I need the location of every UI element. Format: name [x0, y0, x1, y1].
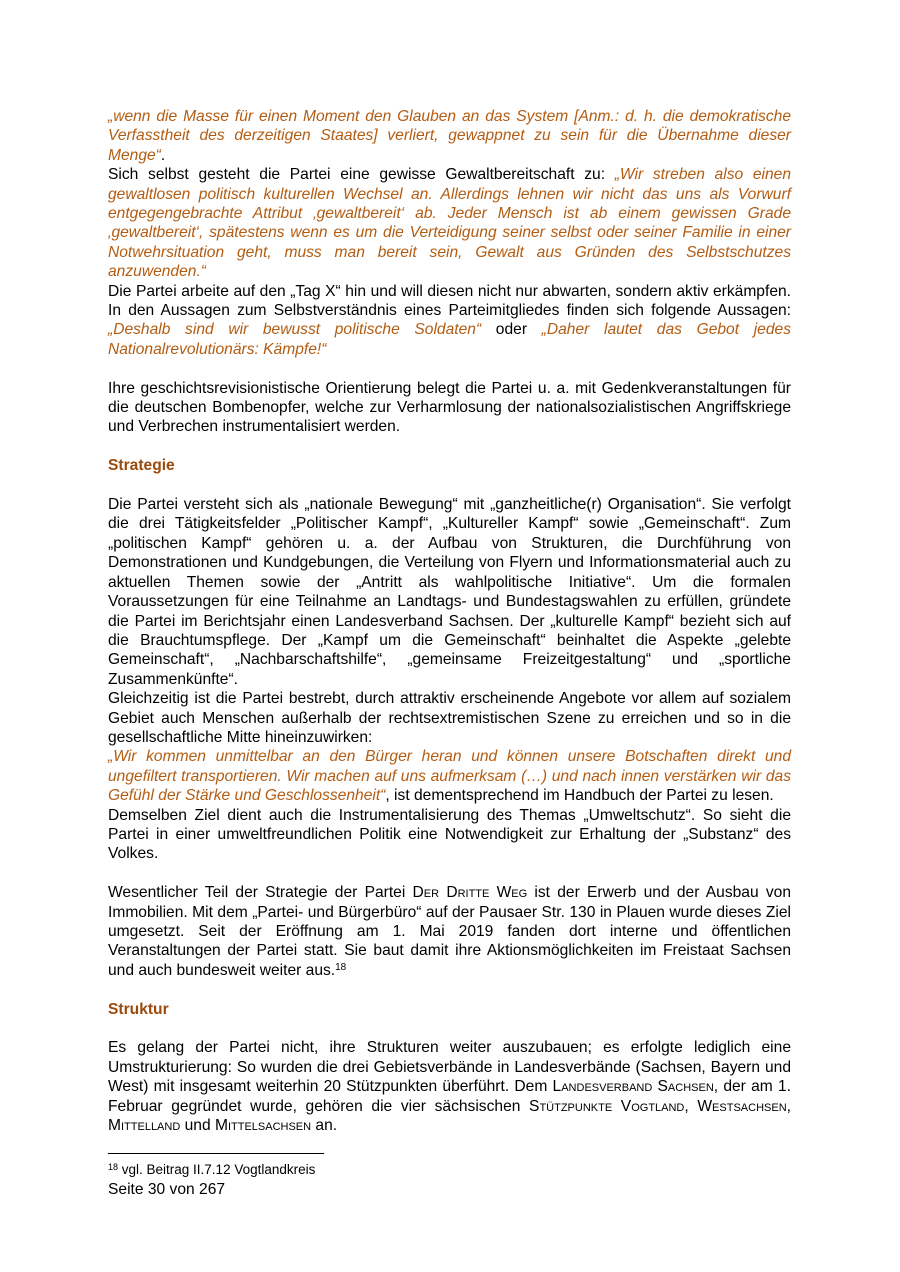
landesverband-name: Landesverband Sachsen: [552, 1078, 714, 1096]
violence-paragraph: [108, 165, 791, 281]
violence-quote: „Wir streben also einen gewaltlosen politisch kulturellen Wechsel an. Allerdings lehnen wir nicht das uns als Vorwurf entgegengebrachte Attribut ‚gewaltbereit‘ ab. Jeder Mensch ist ab einem gewissen Grade ‚gewaltbereit‘, spätestens wenn es um die Verteidigung seiner selbst oder seiner Familie in einer Notwehrsituation geht, muss man bereit sein, Gewalt aus Gründen des Selbstschutzes anzuwenden.“: [108, 166, 792, 281]
violence-text: Sich selbst gesteht die Partei eine gewisse Gewaltbereitschaft zu:: [108, 166, 615, 184]
intro-quote-paragraph: [108, 107, 791, 165]
page-number: Seite 30 von 267: [108, 1181, 226, 1198]
tagx-connector: oder: [481, 321, 542, 339]
party-name: Der Dritte Weg: [412, 884, 528, 902]
spacer: [108, 864, 791, 883]
footnote-number: 18: [108, 1162, 119, 1172]
revisionism-paragraph: Ihre geschichtsrevisionistische Orientierung belegt die Partei u. a. mit Gedenkveranstaltungen für die deutschen Bombenopfer, welche zur Verharmlosung der nationalsozialistischen Angriffskriege und Verbrechen instrumentalisiert werden.: [108, 379, 791, 436]
stuetzpunkt-mittelsachsen: Mittelsachsen: [214, 1117, 312, 1135]
tagx-text: Die Partei arbeite auf den „Tag X“ hin und will diesen nicht nur abwarten, sondern aktiv erkämpfen. In den Aussagen zum Selbstverständnis eines Parteimitgliedes finden sich folgende Aussagen:: [108, 282, 791, 320]
struktur-text-b: , der am 1. Februar gegründet wurde, gehören die vier sächsischen: [108, 1078, 791, 1115]
footnote-reference[interactable]: 18: [335, 961, 347, 973]
spacer: [108, 359, 791, 378]
struktur-paragraph: [108, 1038, 791, 1135]
footnote-divider: [108, 1153, 324, 1154]
strategie-fields-paragraph: Die Partei versteht sich als „nationale Bewegung“ mit „ganzheitliche(r) Organisation“. Sie verfolgt die drei Tätigkeitsfelder „Politischer Kampf“, „Kultureller Kampf“ sowie „Gemeinschaft“. Zum „politischen Kampf“ gehören u. a. der Aufbau von Strukturen, die Durchführung von Demonstrationen und Kundgebungen, die Verteilung von Flyern und Informationsmaterial auch zu aktuellen Themen sowie der „Antritt als wahlpolitische Initiative“. Um die formalen Voraussetzungen für eine Teilnahme an Landtags- und Bundestagswahlen zu erfüllen, gründete die Partei im Berichtsjahr einen Landesverband Sachsen. Der „kulturelle Kampf“ bezieht sich auf die Brauchtumspflege. Der „Kampf um die Gemeinschaft“ beinhaltet die Aspekte „gelebte Gemeinschaft“, „Nachbarschaftshilfe“, „gemeinsame Freizeitgestaltung“ und „sportliche Zusammenkünfte“.: [108, 496, 791, 688]
strategie-outreach-paragraph: Gleichzeitig ist die Partei bestrebt, durch attraktiv erscheinende Angebote vor allem auf sozialem Gebiet auch Menschen außerhalb der rechtsextremistischen Szene zu erreichen und so in die gesellschaftliche Mitte hineinzuwirken:: [108, 690, 791, 746]
struktur-text-c: ,: [684, 1097, 698, 1115]
footnote: [108, 1161, 315, 1178]
intro-quote: „wenn die Masse für einen Moment den Glauben an das System [Anm.: d. h. die demokratische Verfasstheit des derzeitigen Staates] verliert, gewappnet zu sein für die Übernahme dieser Menge“: [108, 108, 791, 164]
struktur-text-f: an.: [311, 1117, 338, 1135]
spacer: [108, 437, 791, 456]
struktur-heading: Struktur: [108, 1000, 169, 1018]
spacer: [108, 476, 791, 495]
footnote-text: vgl. Beitrag II.7.12 Vogtlandkreis: [118, 1162, 316, 1177]
stuetzpunkt-vogtland: Stützpunkte Vogtland: [529, 1097, 685, 1115]
tagx-quote-fight: „Daher lautet das Gebot jedes Nationalrevolutionärs: Kämpfe!“: [108, 321, 791, 358]
spacer: [108, 1019, 791, 1038]
handbook-text: , ist dementsprechend im Handbuch der Partei zu lesen.: [385, 787, 774, 805]
strategie-environment-paragraph: Demselben Ziel dient auch die Instrumentalisierung des Themas „Umweltschutz“. So sieht die Partei in einer umweltfreundlichen Politik eine Notwendigkeit zur Erhaltung der „Substanz“ des Volkes.: [108, 806, 791, 863]
spacer: [108, 980, 791, 999]
struktur-text-d: ,: [786, 1097, 791, 1115]
strategie-handbook-paragraph: [108, 747, 791, 805]
stuetzpunkt-westsachsen: Westsachsen: [697, 1097, 787, 1115]
struktur-text-e: und: [180, 1117, 215, 1135]
struktur-text-a: Es gelang der Partei nicht, ihre Strukturen weiter auszubauen; es erfolgte lediglich eine Umstrukturierung: So wurden die drei Gebietsverbände in Landesverbände (Sachsen, Bayern und West) mit insgesamt weiterhin 20 Stützpunkten überführt. Dem: [108, 1039, 791, 1096]
intro-quote-end: .: [160, 146, 166, 164]
strategie-heading: Strategie: [108, 457, 175, 475]
strategie-property-paragraph: [108, 883, 791, 980]
stuetzpunkt-mittelland: Mittelland: [108, 1117, 181, 1135]
tagx-quote-soldiers: „Deshalb sind wir bewusst politische Soldaten“: [108, 321, 482, 339]
report-page-body: [108, 107, 791, 1135]
handbook-quote: „Wir kommen unmittelbar an den Bürger heran und können unsere Botschaften direkt und ungefiltert transportieren. Wir machen auf uns aufmerksam (…) und nach innen verstärken wir das Gefühl der Stärke und Geschlossenheit“: [108, 748, 791, 805]
property-text-b: ist der Erwerb und der Ausbau von Immobilien. Mit dem „Partei- und Bürgerbüro“ auf der Pausaer Str. 130 in Plauen wurde dieses Ziel umgesetzt. Seit der Eröffnung am 1. Mai 2019 fanden dort interne und öffentlichen Veranstaltungen der Partei statt. Sie baut damit ihre Aktionsmöglichkeiten im Freistaat Sachsen und auch bundesweit weiter aus.: [108, 884, 792, 979]
tagx-paragraph: [108, 282, 791, 360]
property-text-a: Wesentlicher Teil der Strategie der Partei: [108, 884, 413, 902]
